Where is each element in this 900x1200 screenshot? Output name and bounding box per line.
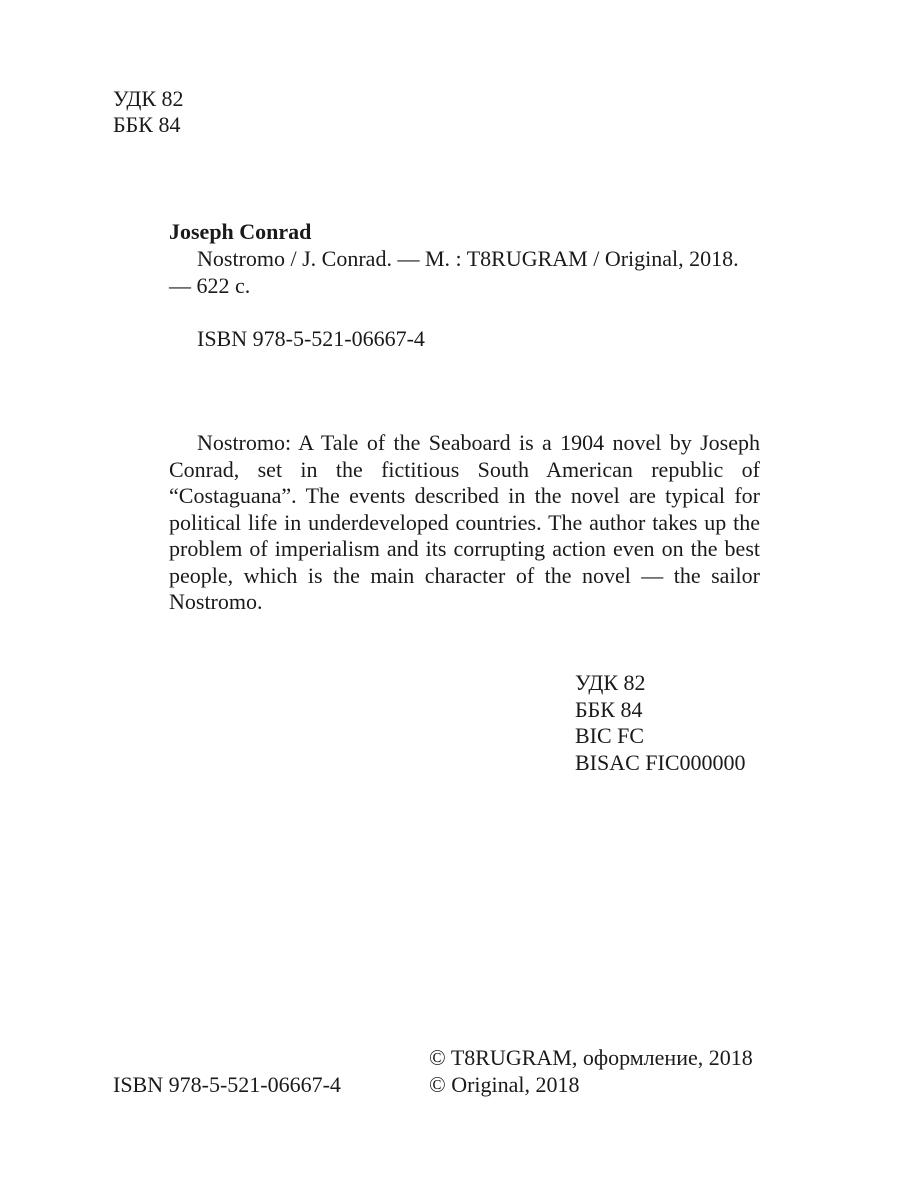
udk-code: УДК 82	[113, 86, 184, 111]
bisac-code: BISAC FIC000000	[575, 749, 746, 775]
top-classification-codes	[113, 86, 184, 138]
isbn: ISBN 978-5-521-06667-4	[197, 326, 425, 351]
bbk-code: ББК 84	[113, 112, 181, 137]
author-name: Joseph Conrad	[169, 219, 312, 244]
copyright-original: © Original, 2018	[429, 1072, 580, 1097]
bibliographic-entry: Nostromo / J. Conrad. — M. : T8RUGRAM / Original, 2018. — 622 с.	[169, 246, 739, 298]
copyright-design: © T8RUGRAM, оформление, 2018	[429, 1045, 753, 1070]
footer-isbn: ISBN 978-5-521-06667-4	[113, 1072, 341, 1097]
udk-code: УДК 82	[575, 670, 646, 695]
bbk-code: ББК 84	[575, 696, 643, 722]
annotation: Nostromo: A Tale of the Seaboard is a 1904 novel by Joseph Conrad, set in the fictitious South American republic of “Costaguana”. The events described in the novel are typical for political life in underdeveloped countries. The author takes up the problem of imperialism and its corrupting action even on the best people, which is the main character of the novel — the sailor Nostromo.	[169, 430, 760, 614]
bic-code: BIC FC	[575, 723, 645, 748]
bibliographic-record	[169, 218, 761, 299]
copyright-notice	[429, 1044, 753, 1098]
classification-codes	[575, 670, 746, 776]
